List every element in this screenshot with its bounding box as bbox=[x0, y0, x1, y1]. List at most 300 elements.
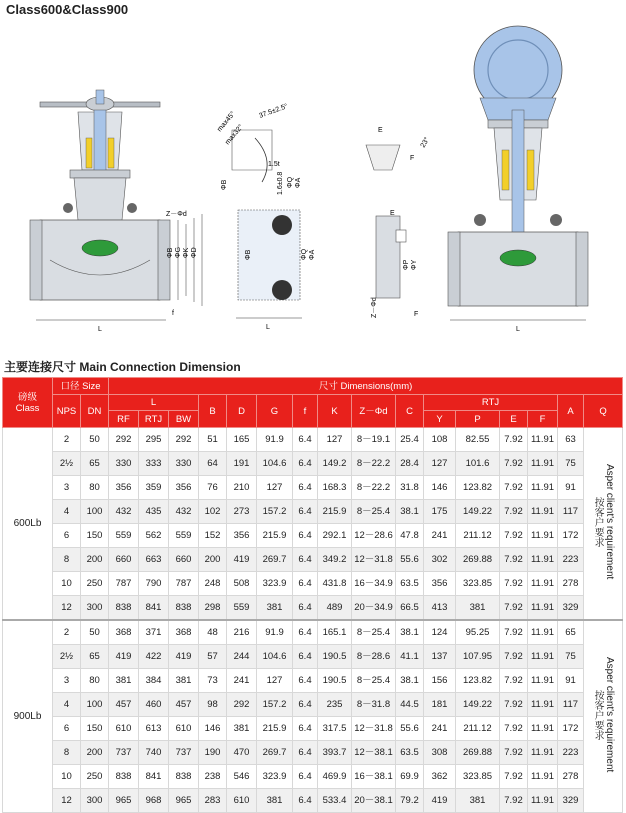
cell-y: 175 bbox=[424, 500, 456, 524]
cell-y: 124 bbox=[424, 620, 456, 645]
header-rtj: RTJ bbox=[424, 395, 558, 411]
header-class: 磅级 Class bbox=[3, 378, 53, 428]
cell-bw: 419 bbox=[169, 645, 199, 669]
cell-y: 302 bbox=[424, 548, 456, 572]
section-title: 主要连接尺寸 Main Connection Dimension bbox=[4, 360, 241, 374]
cell-zd: 8－25.4 bbox=[352, 620, 396, 645]
cell-bw: 330 bbox=[169, 452, 199, 476]
cell-f: 6.4 bbox=[293, 693, 318, 717]
cell-zd: 12－38.1 bbox=[352, 741, 396, 765]
cell-a: 278 bbox=[558, 572, 584, 596]
cell-fr: 11.91 bbox=[528, 500, 558, 524]
cell-e: 7.92 bbox=[500, 693, 528, 717]
table-row bbox=[3, 524, 623, 548]
cell-k: 235 bbox=[318, 693, 352, 717]
cell-g: 127 bbox=[257, 669, 293, 693]
cell-k: 190.5 bbox=[318, 645, 352, 669]
q-cell bbox=[584, 620, 623, 813]
cell-dn: 250 bbox=[81, 765, 109, 789]
cell-fr: 11.91 bbox=[528, 693, 558, 717]
cell-dn: 200 bbox=[81, 741, 109, 765]
header-L: L bbox=[109, 395, 199, 411]
header-C: C bbox=[396, 395, 424, 428]
cell-c: 44.5 bbox=[396, 693, 424, 717]
cell-dn: 100 bbox=[81, 693, 109, 717]
cell-fr: 11.91 bbox=[528, 741, 558, 765]
dim-b2: ΦB bbox=[221, 179, 228, 190]
cell-a: 91 bbox=[558, 669, 584, 693]
cell-fr: 11.91 bbox=[528, 428, 558, 452]
cell-nps: 6 bbox=[53, 524, 81, 548]
butt-weld-detail bbox=[215, 102, 302, 195]
dim-q: ΦQ bbox=[287, 176, 294, 188]
cell-e: 7.92 bbox=[500, 596, 528, 621]
cell-f: 6.4 bbox=[293, 524, 318, 548]
cell-d: 191 bbox=[227, 452, 257, 476]
cell-c: 55.6 bbox=[396, 717, 424, 741]
cell-dn: 150 bbox=[81, 717, 109, 741]
cell-p: 381 bbox=[456, 596, 500, 621]
cell-rtj: 422 bbox=[139, 645, 169, 669]
cell-y: 241 bbox=[424, 717, 456, 741]
cell-nps: 2½ bbox=[53, 645, 81, 669]
header-f: f bbox=[293, 395, 318, 428]
cell-y: 362 bbox=[424, 765, 456, 789]
cell-c: 66.5 bbox=[396, 596, 424, 621]
cell-bw: 457 bbox=[169, 693, 199, 717]
cell-y: 108 bbox=[424, 428, 456, 452]
dim-f2: F bbox=[414, 311, 419, 318]
cell-rf: 787 bbox=[109, 572, 139, 596]
cell-p: 107.95 bbox=[456, 645, 500, 669]
cell-f: 6.4 bbox=[293, 572, 318, 596]
cell-a: 75 bbox=[558, 452, 584, 476]
header-K: K bbox=[318, 395, 352, 428]
cell-a: 75 bbox=[558, 645, 584, 669]
header-Q: Q bbox=[584, 395, 623, 428]
valve-drawings bbox=[0, 20, 626, 350]
cell-y: 127 bbox=[424, 452, 456, 476]
cell-a: 172 bbox=[558, 524, 584, 548]
cell-dn: 250 bbox=[81, 572, 109, 596]
cell-nps: 8 bbox=[53, 548, 81, 572]
cell-nps: 10 bbox=[53, 765, 81, 789]
cell-k: 127 bbox=[318, 428, 352, 452]
cell-bw: 838 bbox=[169, 596, 199, 621]
cell-dn: 150 bbox=[81, 524, 109, 548]
cell-b: 102 bbox=[199, 500, 227, 524]
cell-p: 323.85 bbox=[456, 572, 500, 596]
cell-bw: 368 bbox=[169, 620, 199, 645]
cell-zd: 8－25.4 bbox=[352, 669, 396, 693]
cell-zd: 8－22.2 bbox=[352, 476, 396, 500]
dim-23: 23° bbox=[419, 136, 432, 149]
cell-dn: 100 bbox=[81, 500, 109, 524]
cell-rf: 292 bbox=[109, 428, 139, 452]
cell-g: 269.7 bbox=[257, 741, 293, 765]
cell-rf: 457 bbox=[109, 693, 139, 717]
cell-e: 7.92 bbox=[500, 500, 528, 524]
cell-c: 55.6 bbox=[396, 548, 424, 572]
cell-dn: 300 bbox=[81, 789, 109, 813]
cell-g: 157.2 bbox=[257, 500, 293, 524]
cell-e: 7.92 bbox=[500, 669, 528, 693]
dim-max32: max32° bbox=[224, 123, 245, 147]
cell-y: 181 bbox=[424, 693, 456, 717]
header-zd: Z－Φd bbox=[352, 395, 396, 428]
cell-zd: 20－38.1 bbox=[352, 789, 396, 813]
header-F: F bbox=[528, 411, 558, 428]
cell-zd: 12－31.8 bbox=[352, 548, 396, 572]
cell-fr: 11.91 bbox=[528, 765, 558, 789]
cell-g: 323.9 bbox=[257, 572, 293, 596]
cell-c: 63.5 bbox=[396, 741, 424, 765]
dim-L3: L bbox=[516, 326, 520, 333]
q-text-cn: 按客户要求 bbox=[592, 689, 604, 740]
cell-y: 146 bbox=[424, 476, 456, 500]
rtj-groove-detail bbox=[366, 127, 431, 318]
dim-f: f bbox=[172, 310, 174, 317]
cell-rtj: 460 bbox=[139, 693, 169, 717]
q-text-en: Asper client's requirement bbox=[604, 657, 616, 773]
cell-b: 76 bbox=[199, 476, 227, 500]
header-P: P bbox=[456, 411, 500, 428]
cell-rf: 381 bbox=[109, 669, 139, 693]
cell-nps: 10 bbox=[53, 572, 81, 596]
cell-e: 7.92 bbox=[500, 645, 528, 669]
cell-g: 215.9 bbox=[257, 717, 293, 741]
cell-c: 69.9 bbox=[396, 765, 424, 789]
cell-e: 7.92 bbox=[500, 717, 528, 741]
cell-f: 6.4 bbox=[293, 452, 318, 476]
cell-rf: 432 bbox=[109, 500, 139, 524]
dim-q2: ΦQ bbox=[301, 248, 308, 260]
cell-rf: 356 bbox=[109, 476, 139, 500]
q-text-cn: 按客户要求 bbox=[592, 496, 604, 547]
dim-fr: F bbox=[410, 155, 415, 162]
cell-fr: 11.91 bbox=[528, 789, 558, 813]
cell-b: 57 bbox=[199, 645, 227, 669]
cell-dn: 50 bbox=[81, 620, 109, 645]
cell-rf: 965 bbox=[109, 789, 139, 813]
cell-a: 63 bbox=[558, 428, 584, 452]
cell-p: 269.88 bbox=[456, 741, 500, 765]
dim-zd: Z－Φd bbox=[166, 211, 187, 218]
dim-a: ΦA bbox=[295, 177, 302, 188]
cell-rtj: 968 bbox=[139, 789, 169, 813]
cell-k: 533.4 bbox=[318, 789, 352, 813]
cell-p: 211.12 bbox=[456, 717, 500, 741]
cell-y: 241 bbox=[424, 524, 456, 548]
cell-k: 469.9 bbox=[318, 765, 352, 789]
cell-c: 25.4 bbox=[396, 428, 424, 452]
cell-nps: 2 bbox=[53, 620, 81, 645]
cell-bw: 381 bbox=[169, 669, 199, 693]
cell-nps: 2 bbox=[53, 428, 81, 452]
cell-e: 7.92 bbox=[500, 524, 528, 548]
cell-g: 269.7 bbox=[257, 548, 293, 572]
dim-d: ΦD bbox=[191, 247, 198, 258]
cell-bw: 292 bbox=[169, 428, 199, 452]
dim-k: ΦK bbox=[183, 247, 190, 258]
cell-p: 381 bbox=[456, 789, 500, 813]
dim-g: ΦG bbox=[175, 246, 182, 258]
cell-d: 508 bbox=[227, 572, 257, 596]
cell-k: 215.9 bbox=[318, 500, 352, 524]
table-row bbox=[3, 693, 623, 717]
cell-dn: 65 bbox=[81, 452, 109, 476]
pipe-section-detail bbox=[236, 210, 316, 331]
table-row bbox=[3, 717, 623, 741]
cell-b: 238 bbox=[199, 765, 227, 789]
dim-e2: E bbox=[390, 210, 395, 217]
cell-d: 559 bbox=[227, 596, 257, 621]
cell-rf: 559 bbox=[109, 524, 139, 548]
cell-e: 7.92 bbox=[500, 428, 528, 452]
header-rf: RF bbox=[109, 411, 139, 428]
cell-nps: 4 bbox=[53, 693, 81, 717]
table-body bbox=[3, 428, 623, 813]
cell-c: 63.5 bbox=[396, 572, 424, 596]
cell-c: 47.8 bbox=[396, 524, 424, 548]
cell-d: 210 bbox=[227, 476, 257, 500]
cell-d: 241 bbox=[227, 669, 257, 693]
cell-p: 95.25 bbox=[456, 620, 500, 645]
cell-d: 165 bbox=[227, 428, 257, 452]
cell-a: 223 bbox=[558, 548, 584, 572]
cell-fr: 11.91 bbox=[528, 669, 558, 693]
cell-dn: 80 bbox=[81, 476, 109, 500]
cell-f: 6.4 bbox=[293, 765, 318, 789]
cell-p: 101.6 bbox=[456, 452, 500, 476]
cell-f: 6.4 bbox=[293, 548, 318, 572]
cell-y: 308 bbox=[424, 741, 456, 765]
cell-bw: 559 bbox=[169, 524, 199, 548]
dim-e: E bbox=[378, 127, 383, 134]
cell-a: 172 bbox=[558, 717, 584, 741]
header-bw: BW bbox=[169, 411, 199, 428]
header-nps: NPS bbox=[53, 395, 81, 428]
cell-d: 419 bbox=[227, 548, 257, 572]
cell-nps: 3 bbox=[53, 476, 81, 500]
cell-c: 41.1 bbox=[396, 645, 424, 669]
table-row bbox=[3, 645, 623, 669]
header-D: D bbox=[227, 395, 257, 428]
cell-rtj: 435 bbox=[139, 500, 169, 524]
cell-b: 73 bbox=[199, 669, 227, 693]
cell-fr: 11.91 bbox=[528, 548, 558, 572]
cell-fr: 11.91 bbox=[528, 717, 558, 741]
header-size: 口径 Size bbox=[53, 378, 109, 395]
cell-rf: 419 bbox=[109, 645, 139, 669]
cell-f: 6.4 bbox=[293, 741, 318, 765]
cell-zd: 8－31.8 bbox=[352, 693, 396, 717]
cell-d: 610 bbox=[227, 789, 257, 813]
table-row bbox=[3, 669, 623, 693]
cell-rtj: 333 bbox=[139, 452, 169, 476]
cell-a: 223 bbox=[558, 741, 584, 765]
cell-c: 28.4 bbox=[396, 452, 424, 476]
cell-bw: 965 bbox=[169, 789, 199, 813]
dim-r1: 1.6±0.8 bbox=[277, 171, 284, 195]
cell-fr: 11.91 bbox=[528, 572, 558, 596]
cell-zd: 8－22.2 bbox=[352, 452, 396, 476]
cell-d: 470 bbox=[227, 741, 257, 765]
cell-dn: 300 bbox=[81, 596, 109, 621]
cell-rf: 838 bbox=[109, 765, 139, 789]
table-row bbox=[3, 596, 623, 621]
cell-f: 6.4 bbox=[293, 596, 318, 621]
cell-c: 79.2 bbox=[396, 789, 424, 813]
cell-b: 298 bbox=[199, 596, 227, 621]
cell-zd: 16－38.1 bbox=[352, 765, 396, 789]
cell-rf: 838 bbox=[109, 596, 139, 621]
cell-k: 292.1 bbox=[318, 524, 352, 548]
cell-c: 38.1 bbox=[396, 620, 424, 645]
cell-rtj: 841 bbox=[139, 596, 169, 621]
cell-a: 329 bbox=[558, 789, 584, 813]
cell-nps: 3 bbox=[53, 669, 81, 693]
cell-rtj: 740 bbox=[139, 741, 169, 765]
cell-nps: 6 bbox=[53, 717, 81, 741]
cell-bw: 737 bbox=[169, 741, 199, 765]
cell-c: 38.1 bbox=[396, 669, 424, 693]
cell-k: 393.7 bbox=[318, 741, 352, 765]
cell-b: 64 bbox=[199, 452, 227, 476]
cell-rtj: 841 bbox=[139, 765, 169, 789]
cell-k: 489 bbox=[318, 596, 352, 621]
cell-bw: 610 bbox=[169, 717, 199, 741]
dim-y: ΦY bbox=[411, 259, 418, 270]
cell-nps: 8 bbox=[53, 741, 81, 765]
header-dimensions: 尺寸 Dimensions(mm) bbox=[109, 378, 623, 395]
cell-a: 65 bbox=[558, 620, 584, 645]
cell-p: 149.22 bbox=[456, 693, 500, 717]
cell-dn: 50 bbox=[81, 428, 109, 452]
cell-nps: 4 bbox=[53, 500, 81, 524]
cell-rtj: 384 bbox=[139, 669, 169, 693]
cell-d: 356 bbox=[227, 524, 257, 548]
cell-bw: 432 bbox=[169, 500, 199, 524]
cell-a: 91 bbox=[558, 476, 584, 500]
cell-dn: 65 bbox=[81, 645, 109, 669]
cell-zd: 16－34.9 bbox=[352, 572, 396, 596]
table-row bbox=[3, 476, 623, 500]
cell-g: 104.6 bbox=[257, 645, 293, 669]
cell-p: 123.82 bbox=[456, 669, 500, 693]
cell-zd: 8－25.4 bbox=[352, 500, 396, 524]
cell-dn: 80 bbox=[81, 669, 109, 693]
cell-y: 156 bbox=[424, 669, 456, 693]
cell-p: 149.22 bbox=[456, 500, 500, 524]
cell-f: 6.4 bbox=[293, 476, 318, 500]
cell-b: 152 bbox=[199, 524, 227, 548]
header-dn: DN bbox=[81, 395, 109, 428]
cell-e: 7.92 bbox=[500, 620, 528, 645]
cell-k: 149.2 bbox=[318, 452, 352, 476]
dim-zd2: Z－Φd bbox=[371, 297, 378, 318]
q-text-en: Asper client's requirement bbox=[604, 464, 616, 580]
class-cell: 600Lb bbox=[3, 428, 53, 621]
cell-nps: 12 bbox=[53, 789, 81, 813]
cell-b: 146 bbox=[199, 717, 227, 741]
cell-e: 7.92 bbox=[500, 476, 528, 500]
cell-k: 431.8 bbox=[318, 572, 352, 596]
dim-p: ΦP bbox=[403, 259, 410, 270]
table-row bbox=[3, 500, 623, 524]
cell-b: 283 bbox=[199, 789, 227, 813]
cell-f: 6.4 bbox=[293, 500, 318, 524]
cell-e: 7.92 bbox=[500, 572, 528, 596]
header-A: A bbox=[558, 395, 584, 428]
cell-rf: 737 bbox=[109, 741, 139, 765]
cell-rf: 368 bbox=[109, 620, 139, 645]
cell-g: 323.9 bbox=[257, 765, 293, 789]
cell-zd: 12－31.8 bbox=[352, 717, 396, 741]
cell-rtj: 359 bbox=[139, 476, 169, 500]
cell-rtj: 790 bbox=[139, 572, 169, 596]
header-Y: Y bbox=[424, 411, 456, 428]
cell-y: 413 bbox=[424, 596, 456, 621]
cell-e: 7.92 bbox=[500, 765, 528, 789]
header-G: G bbox=[257, 395, 293, 428]
cell-bw: 356 bbox=[169, 476, 199, 500]
cell-b: 190 bbox=[199, 741, 227, 765]
cell-zd: 8－19.1 bbox=[352, 428, 396, 452]
cell-zd: 8－28.6 bbox=[352, 645, 396, 669]
cell-f: 6.4 bbox=[293, 620, 318, 645]
cell-b: 51 bbox=[199, 428, 227, 452]
table-row bbox=[3, 789, 623, 813]
cell-rtj: 562 bbox=[139, 524, 169, 548]
cell-g: 381 bbox=[257, 789, 293, 813]
cell-rtj: 295 bbox=[139, 428, 169, 452]
cell-bw: 838 bbox=[169, 765, 199, 789]
cell-p: 123.82 bbox=[456, 476, 500, 500]
table-row bbox=[3, 741, 623, 765]
cell-y: 356 bbox=[424, 572, 456, 596]
cell-k: 349.2 bbox=[318, 548, 352, 572]
cell-a: 278 bbox=[558, 765, 584, 789]
cell-b: 98 bbox=[199, 693, 227, 717]
cell-p: 323.85 bbox=[456, 765, 500, 789]
table-row bbox=[3, 428, 623, 452]
cell-a: 117 bbox=[558, 500, 584, 524]
cell-a: 117 bbox=[558, 693, 584, 717]
cell-c: 31.8 bbox=[396, 476, 424, 500]
dim-L: L bbox=[98, 326, 102, 333]
cell-k: 165.1 bbox=[318, 620, 352, 645]
cell-p: 82.55 bbox=[456, 428, 500, 452]
cell-dn: 200 bbox=[81, 548, 109, 572]
cell-nps: 2½ bbox=[53, 452, 81, 476]
cell-rtj: 613 bbox=[139, 717, 169, 741]
cell-bw: 660 bbox=[169, 548, 199, 572]
cell-y: 137 bbox=[424, 645, 456, 669]
cell-b: 200 bbox=[199, 548, 227, 572]
cell-f: 6.4 bbox=[293, 717, 318, 741]
table-row bbox=[3, 620, 623, 645]
cell-fr: 11.91 bbox=[528, 524, 558, 548]
cell-fr: 11.91 bbox=[528, 645, 558, 669]
dimension-table bbox=[2, 377, 623, 813]
class-cell: 900Lb bbox=[3, 620, 53, 813]
dim-t15: 1.5t bbox=[268, 161, 280, 168]
cell-d: 216 bbox=[227, 620, 257, 645]
cell-f: 6.4 bbox=[293, 428, 318, 452]
dim-max45: max45° bbox=[216, 110, 237, 134]
dim-b: ΦB bbox=[167, 247, 174, 258]
